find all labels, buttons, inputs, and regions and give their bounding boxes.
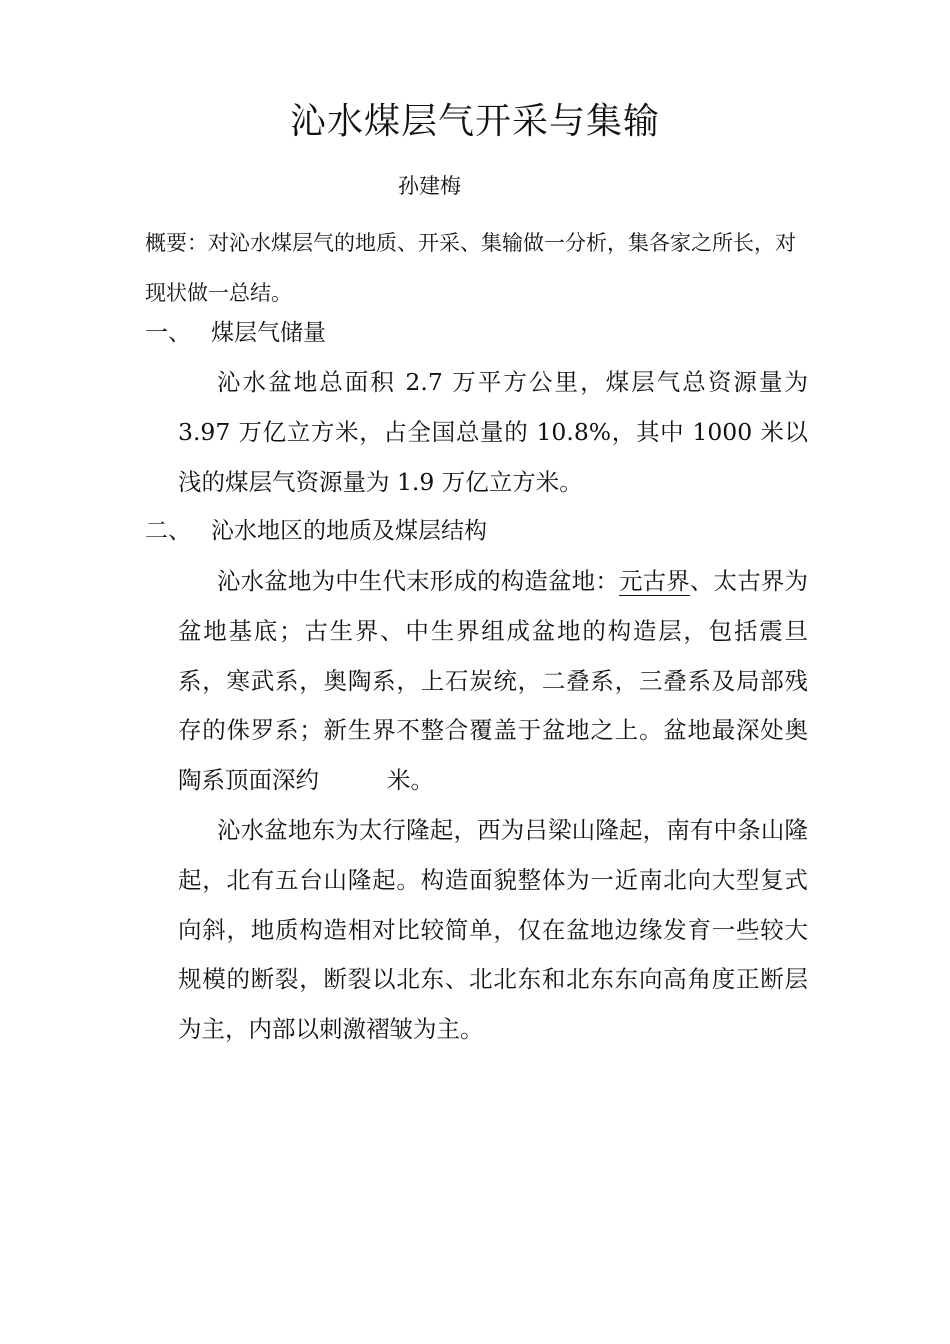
underlined-term: 元古界 [618,567,690,595]
section-1-paragraph: 沁水盆地总面积 2.7 万平方公里，煤层气总资源量为 3.97 万亿立方米，占全国总量的 10.8%，其中 1000 米以浅的煤层气资源量为 1.9 万亿立方米。 [178,368,808,496]
document-title: 沁水煤层气开采与集输 [289,101,660,142]
section-title-1: 煤层气储量 [211,320,326,346]
section-heading-2 [145,514,487,548]
author-name: 孙建梅 [398,174,461,198]
abstract [145,218,815,318]
paragraph-text-body: 、太古界为盆地基底；古生界、中生界组成盆地的构造层，包括震旦系，寒武系，奥陶系，上石炭统，二叠系，三叠系及局部残存的侏罗系；新生界不整合覆盖于盆地之上。盆地最深处奥陶系顶面深约 [178,567,809,795]
section-heading-1 [145,316,326,350]
section-2-paragraph-1 [178,557,808,806]
abstract-text: 概要：对沁水煤层气的地质、开采、集输做一分析，集各家之所长，对现状做一总结。 [145,231,796,305]
section-title-2: 沁水地区的地质及煤层结构 [211,518,487,544]
paragraph-text-end: 米。 [387,766,434,795]
section-number-1: 一、 [145,320,191,346]
section-number-2: 二、 [145,518,191,544]
paragraph-text-start: 沁水盆地为中生代末形成的构造盆地： [217,567,619,595]
section-2-paragraph-2: 沁水盆地东为太行隆起，西为吕梁山隆起，南有中条山隆起，北有五台山隆起。构造面貌整体为一近南北向大型复式向斜，地质构造相对比较简单，仅在盆地边缘发育一些较大规模的断裂，断裂以北东、北北东和北东东向高角度正断层为主，内部以刺激褶皱为主。 [178,816,808,1044]
